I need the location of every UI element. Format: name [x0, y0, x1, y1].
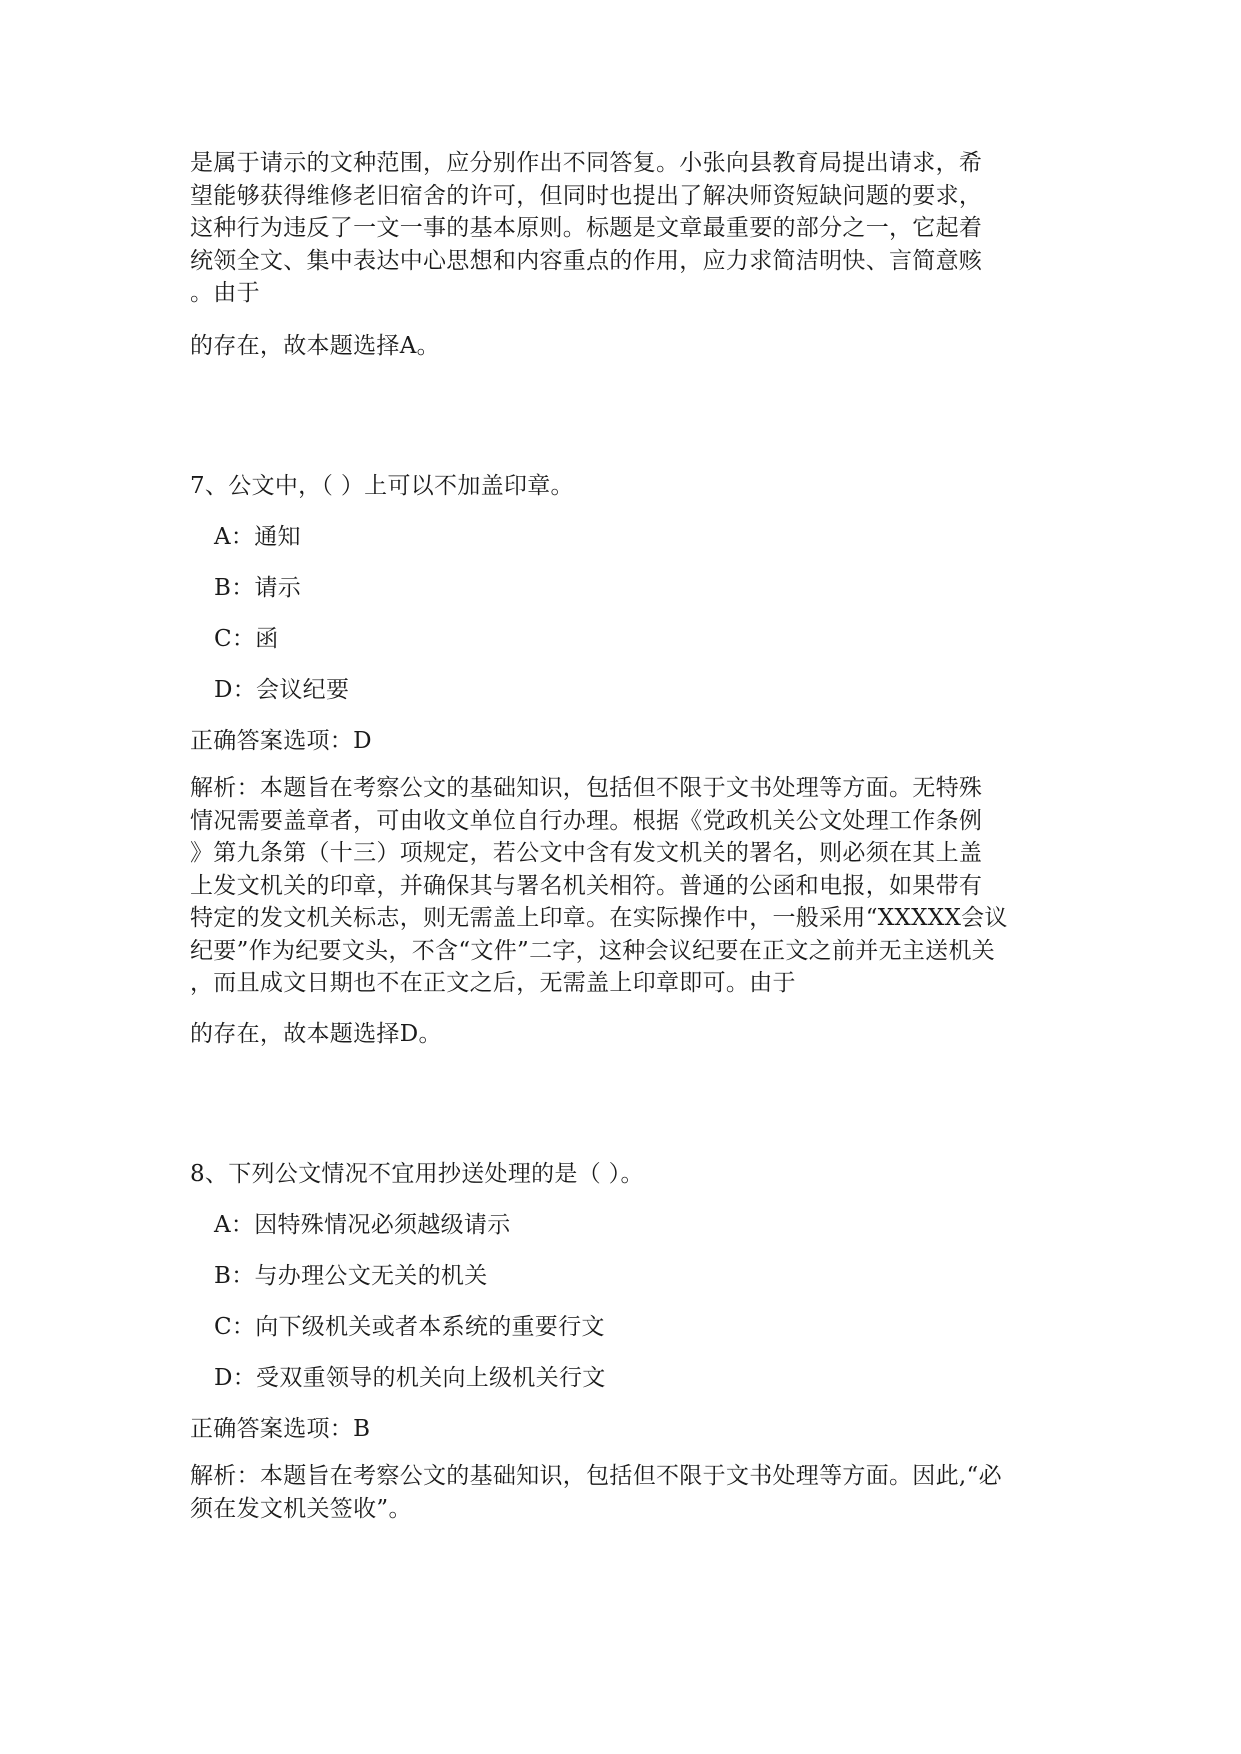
q7-explanation-line: 》第九条第（十三）项规定，若公文中含有发文机关的署名，则必须在其上盖: [190, 840, 983, 866]
q8-option-d: D：受双重领导的机关向上级机关行文: [214, 1365, 606, 1391]
q7-explanation-line: 上发文机关的印章，并确保其与署名机关相符。普通的公函和电报，如果带有: [190, 872, 983, 899]
q7-option-d: D：会议纪要: [214, 677, 350, 703]
q7-explanation-line: 特定的发文机关标志，则无需盖上印章。在实际操作中，一般采用“XXXXX会议: [190, 905, 1008, 931]
q7-explanation-line: 解析：本题旨在考察公文的基础知识，包括但不限于文书处理等方面。无特殊: [190, 775, 983, 801]
q7-answer: 正确答案选项：D: [190, 728, 372, 754]
q7-explanation-line: ，而且成文日期也不在正文之后，无需盖上印章即可。由于: [190, 970, 796, 996]
q8-option-b: B：与办理公文无关的机关: [214, 1263, 488, 1289]
q8-option-a: A：因特殊情况必须越级请示: [214, 1212, 511, 1238]
q8-explanation-paragraph: [190, 1460, 1070, 1525]
q6-explanation-paragraph: [190, 147, 1070, 310]
q6-conclusion: 的存在，故本题选择A。: [190, 333, 440, 359]
q6-explanation-line: 望能够获得维修老旧宿舍的许可，但同时也提出了解决师资短缺问题的要求，: [190, 182, 983, 209]
q7-conclusion: 的存在，故本题选择D。: [190, 1021, 442, 1047]
q6-explanation-line: 统领全文、集中表达中心思想和内容重点的作用，应力求简洁明快、言简意赅: [190, 247, 983, 274]
q8-explanation-line: 解析：本题旨在考察公文的基础知识，包括但不限于文书处理等方面。因此,“必: [190, 1463, 1002, 1489]
q7-explanation-line: 纪要”作为纪要文头，不含“文件”二字，这种会议纪要在正文之前并无主送机关: [190, 937, 996, 964]
q7-option-a: A：通知: [214, 524, 301, 550]
q8-question: 8、下列公文情况不宜用抄送处理的是（ ）。: [190, 1161, 644, 1187]
q7-explanation-paragraph: [190, 772, 1070, 1000]
q8-option-c: C：向下级机关或者本系统的重要行文: [214, 1314, 605, 1340]
q6-explanation-line: 。由于: [190, 280, 260, 306]
q7-explanation-line: 情况需要盖章者，可由收文单位自行办理。根据《党政机关公文处理工作条例: [190, 807, 983, 834]
q7-option-c: C：函: [214, 626, 279, 652]
q7-option-b: B：请示: [214, 575, 302, 601]
q6-explanation-line: 是属于请示的文种范围，应分别作出不同答复。小张向县教育局提出请求，希: [190, 150, 983, 176]
q8-explanation-line: 须在发文机关签收”。: [190, 1495, 412, 1522]
q6-explanation-line: 这种行为违反了一文一事的基本原则。标题是文章最重要的部分之一，它起着: [190, 215, 983, 241]
q7-question: 7、公文中，（ ）上可以不加盖印章。: [190, 473, 574, 499]
q8-answer: 正确答案选项：B: [190, 1416, 371, 1442]
